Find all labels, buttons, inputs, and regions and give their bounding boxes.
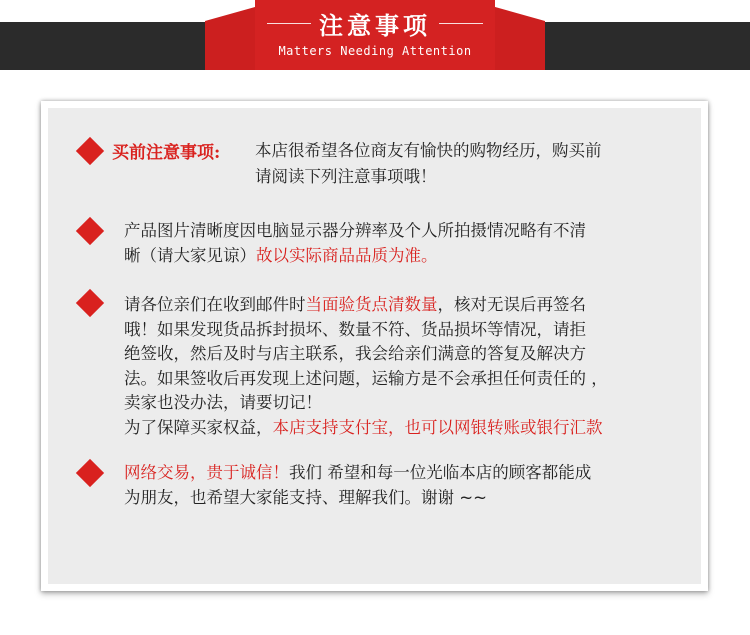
notice-item-4-line-1 (124, 461, 684, 486)
notice-item-2-highlight: 故以实际商品品质为准。 (256, 245, 438, 265)
notice-item-3-line-2: 哦！如果发现货品拆封损坏、数量不符、货品损坏等情况，请拒 (124, 319, 586, 339)
notice-item-4-line-2: 为朋友，也希望大家能支持、理解我们。谢谢 ~~ (124, 487, 487, 507)
notice-item-4-line-1-text: 我们 希望和每一位光临本店的顾客都能成 (289, 463, 592, 482)
notice-item-4-highlight: 网络交易，贵于诚信！ (124, 463, 289, 482)
notice-item-1-line-1: 本店很希望各位商友有愉快的购物经历，购买前 (255, 141, 602, 160)
notice-item-3-line-1-text: 请各位亲们在收到邮件时 (124, 295, 306, 314)
notice-item-3-line-6 (124, 416, 684, 441)
notice-item-1 (255, 138, 685, 190)
notice-item-2-line-1: 产品图片清晰度因电脑显示器分辨率及个人所拍摄情况略有不清 (124, 221, 586, 240)
title-right-rule (439, 23, 483, 24)
notice-lead-title: 买前注意事项: (112, 143, 221, 163)
title-left-rule (267, 23, 311, 24)
notice-item-2 (124, 219, 684, 268)
notice-item-3-line-3: 绝签收，然后及时与店主联系，我会给亲们满意的答复及解决方 (124, 344, 586, 363)
page-subtitle: Matters Needing Attention (278, 44, 472, 58)
page-title: 注意事项 (319, 10, 431, 40)
notice-item-3-line-5: 卖家也没办法，请要切记！ (124, 393, 322, 412)
notice-item-3-line-1 (124, 293, 684, 318)
notice-item-3-line-6-text: 为了保障买家权益， (124, 417, 273, 437)
notice-item-2-line-2-text: 晰（请大家见谅） (124, 245, 256, 265)
notice-item-2-line-2 (124, 244, 684, 269)
notice-item-3-payment-highlight: 本店支持支付宝，也可以网银转账或银行汇款 (272, 417, 603, 437)
notice-item-3-line-1-tail: ，核对无误后再签名 (437, 295, 586, 314)
notice-item-3-line-4: 法。如果签收后再发现上述问题，运输方是不会承担任何责任的 ， (124, 368, 608, 388)
notice-item-3-highlight: 当面验货点清数量 (305, 295, 438, 314)
notice-item-1-line-2: 请阅读下列注意事项哦！ (255, 167, 437, 186)
header-title-row (255, 6, 495, 40)
notice-item-3 (124, 293, 684, 440)
notice-item-4 (124, 461, 684, 510)
